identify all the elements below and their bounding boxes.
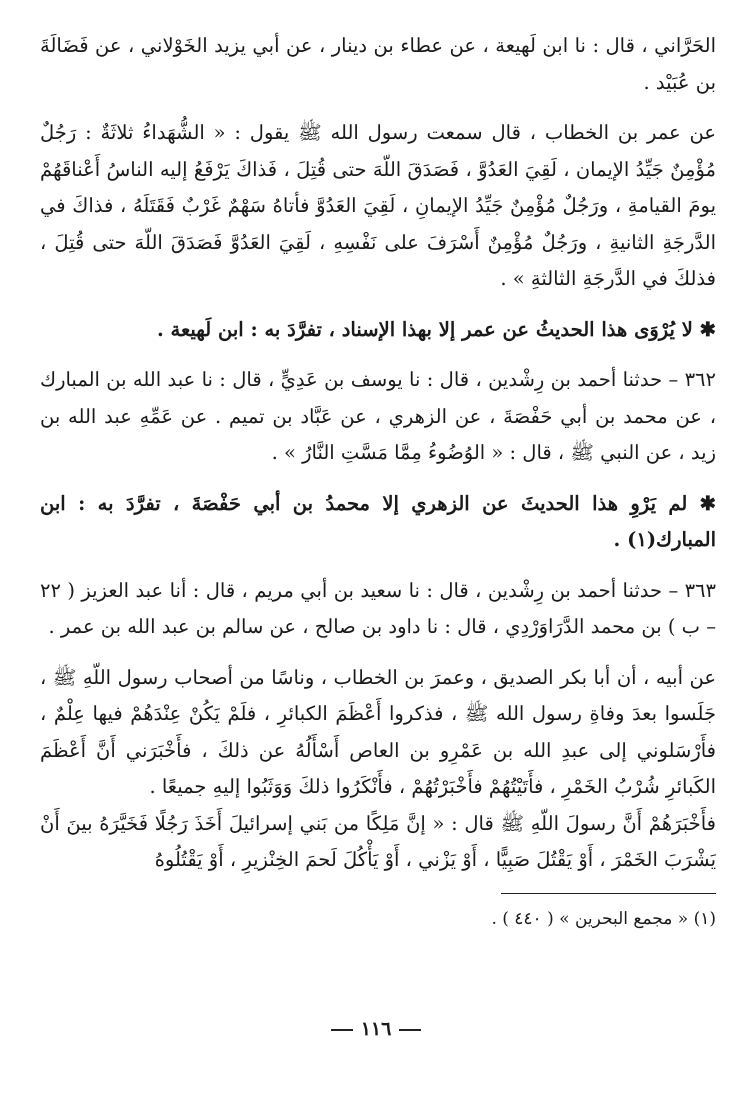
page-number-value: ١١٦: [360, 1018, 392, 1040]
dash-right: [331, 1029, 353, 1031]
hadith-363-isnad: ٣٦٣ – حدثنا أحمد بن رِشْدين ، قال : نا سعيد بن أبي مريم ، قال : أنا عبد العزيز ( ٢٢ – ب ) بن محمد الدَّرَاوَرْدِي ، قال : نا داود بن صالح ، عن سالم بن عبد الله بن عمر .: [40, 578, 716, 638]
hadith-363-text: عن أبيه ، أن أبا بكر الصديق ، وعمرَ بن الخطاب ، وناسًا من أصحاب رسول اللّهِ ﷺ ، جَلَسوا بعدَ وفاةِ رسول الله ﷺ ، فذكروا أَعْظَمَ الكبائرِ ، فلَمْ يَكُنْ عِنْدَهُمْ فيها عِلْمٌ ، فأَرْسَلوني إلى عبدِ الله بن عَمْرِو بن العاص أَسْأَلُهُ عن ذلكَ ، فأَخْبَرَني أَنَّ أَعْظَمَ الكَبائرِ شُرْبُ الخَمْرِ ، فأَتَيْتُهُمْ فأَخْبَرْتُهُمْ ، فأَنْكَرُوا ذلكَ وَوَثَبُوا إليهِ جميعًا .: [40, 665, 716, 798]
dash-left: [399, 1029, 421, 1031]
footnote-divider: [501, 893, 716, 894]
hadith-363-text-continued: فأَخْبَرَهُمْ أَنَّ رسولَ اللّهِ ﷺ قال : « إنَّ مَلِكًا من بَني إسرائيلَ أَخَذَ رَجُلًا فَخَيَّرَهُ بينَ أَنْ يَشْرَبَ الخَمْرَ ، أَوْ يَقْتُلَ صَبِيًّا ، أَوْ يَزْني ، أَوْ يَأْكُلَ لَحمَ الخِنْزيرِ ، أَوْ يَقْتُلُوهُ: [40, 811, 716, 871]
hadith-362-isnad: ٣٦٢ – حدثنا أحمد بن رِشْدين ، قال : نا يوسف بن عَدِيٍّ ، قال : نا عبد الله بن المبارك ، عن محمد بن أبي حَفْصَةَ ، عن الزهري ، عن عَبَّاد بن تميم . عن عَمِّهِ عبد الله بن زيد ، عن النبي ﷺ ، قال : « الوُضُوءُ مِمَّا مَسَّتِ النَّارُ » .: [40, 368, 716, 464]
commentary-note: ✱ لم يَرْوِ هذا الحديثَ عن الزهري إلا محمدُ بن أبي حَفْصَةَ ، تفرَّدَ به : ابن المبارك(١) .: [40, 491, 716, 551]
page-number: [0, 1018, 752, 1040]
hadith-text-martyrs: عن عمر بن الخطاب ، قال سمعت رسول الله ﷺ يقول : « الشُّهَداءُ ثلاثَةٌ : رَجُلٌ مُؤْمِنٌ جَيِّدُ الإيمان ، لَقِيَ العَدُوَّ ، فَصَدَقَ اللّهَ حتى قُتِلَ ، فَذاكَ يَرْفَعُ إليه الناسُ أَعْناقَهُمْ يومَ القيامةِ ، ورَجُلٌ مُؤْمِنٌ جَيِّدُ الإيمانِ ، لَقِيَ العَدُوَّ فأتاهُ سَهْمٌ غَرْبٌ فَقَتَلَهُ ، فذاكَ في الدَّرجَةِ الثانيةِ ، ورَجُلٌ مُؤْمِنٌ أَسْرَفَ على نَفْسِهِ ، لَقِيَ العَدُوَّ فَصَدَقَ اللّهَ حتى قُتِلَ ، فذلكَ في الدَّرجَةِ الثالثةِ » .: [40, 121, 716, 290]
isnad-continuation: الحَرَّاني ، قال : نا ابن لَهيعة ، عن عطاء بن دينار ، عن أبي يزيد الخَوْلاني ، عن فَضَالَةَ بن عُبَيْد .: [40, 34, 716, 94]
commentary-note: ✱ لا يُرْوَى هذا الحديثُ عن عمر إلا بهذا الإسناد ، تفرَّدَ به : ابن لَهيعة .: [156, 317, 716, 341]
footnote: (١) « مجمع البحرين » ( ٤٤٠ ) .: [491, 908, 716, 929]
